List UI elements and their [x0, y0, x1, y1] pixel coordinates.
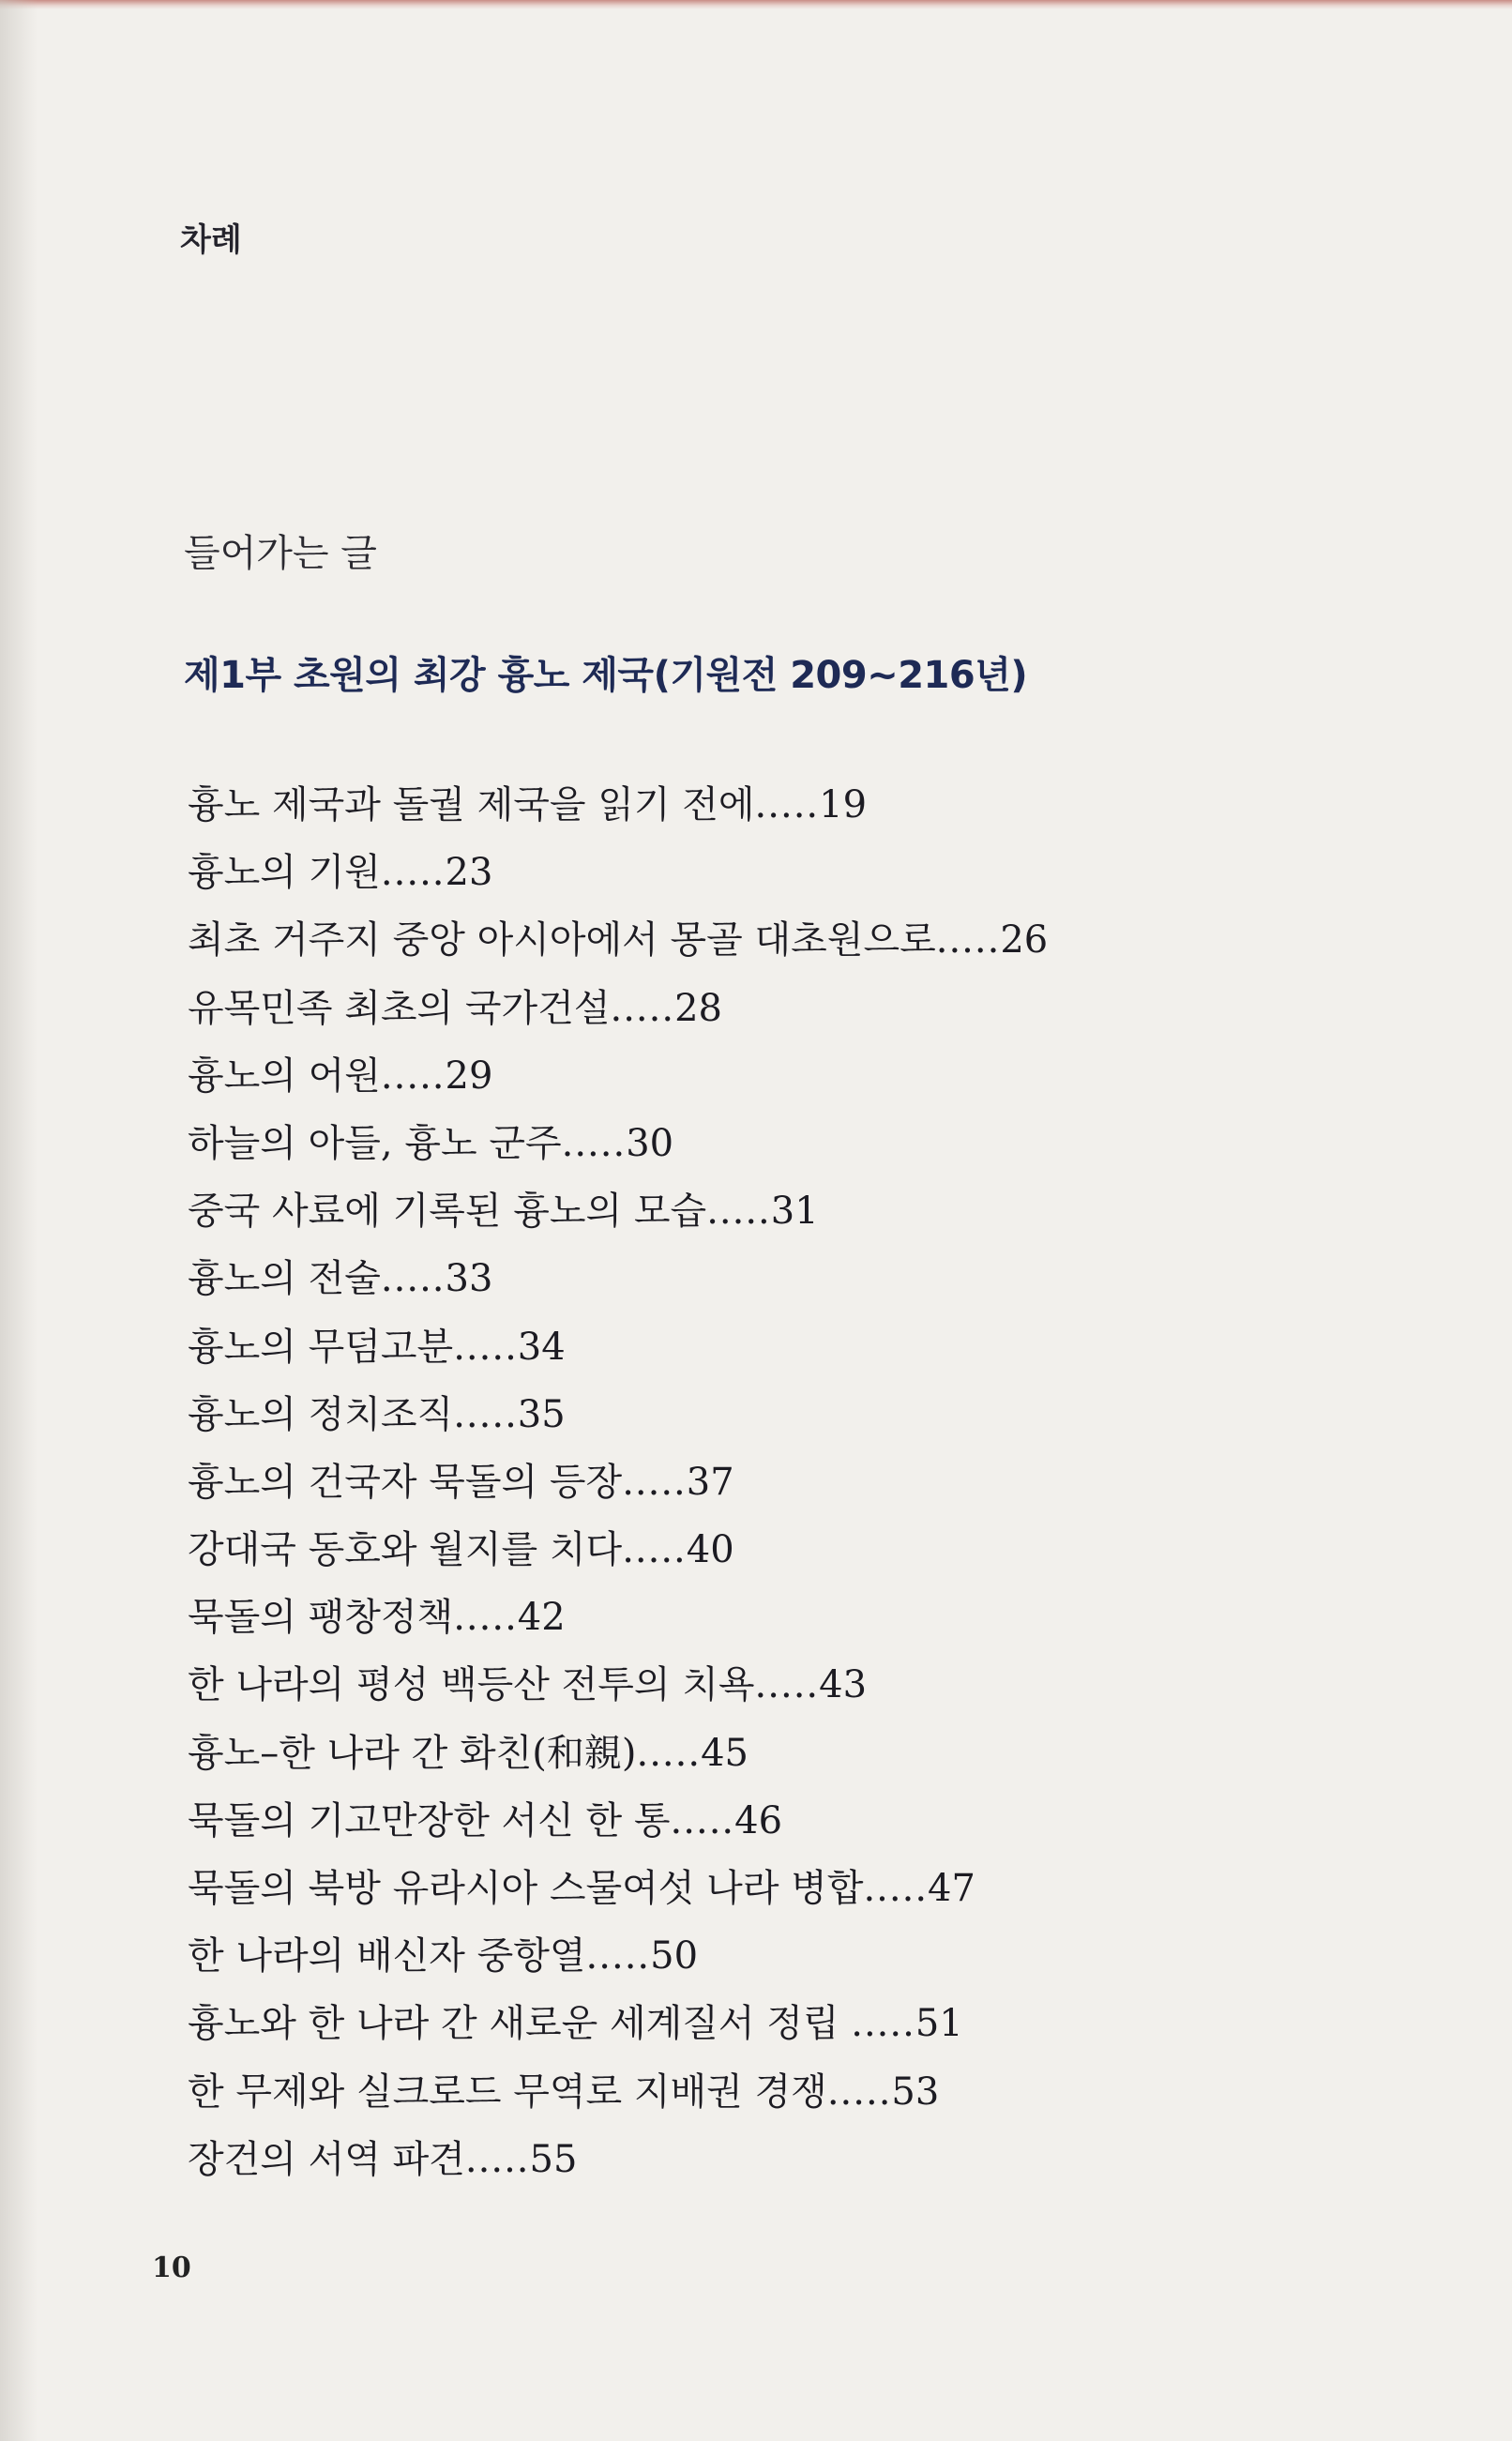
section-label: 차례 — [180, 221, 242, 259]
toc-entry — [188, 1855, 1048, 1922]
toc-entry — [188, 906, 1048, 974]
toc-entry-dots: ..... — [935, 918, 1001, 963]
toc-entry — [188, 1313, 1048, 1381]
toc-entry-title: 묵돌의 북방 유라시아 스물여섯 나라 병합 — [188, 1867, 864, 1910]
toc-entry — [188, 1177, 1048, 1245]
toc-entry-title: 흉노의 기원 — [188, 851, 381, 895]
toc-entry — [188, 1922, 1048, 1990]
toc-entry — [188, 1584, 1048, 1651]
toc-entry-page: 29 — [445, 1054, 493, 1098]
toc-entry-dots: ..... — [561, 1121, 627, 1165]
toc-entry-dots: ..... — [464, 2137, 530, 2181]
toc-entry-page: 51 — [915, 2002, 963, 2046]
toc-entry-page: 35 — [517, 1392, 566, 1436]
toc-entry — [188, 2058, 1048, 2126]
toc-entry-title: 흉노의 정치조직 — [188, 1392, 454, 1436]
toc-entry-page: 45 — [701, 1731, 748, 1775]
toc-entry — [188, 1787, 1048, 1855]
toc-entry-page: 26 — [1000, 918, 1049, 963]
toc-entry-dots: ..... — [453, 1596, 518, 1640]
toc-entry-title: 흉노와 한 나라 간 새로운 세계질서 정립 — [188, 2002, 852, 2046]
toc-entry-title: 흉노–한 나라 간 화친(和親) — [188, 1731, 637, 1775]
toc-entry-page: 53 — [891, 2070, 940, 2114]
toc-entry — [188, 1381, 1048, 1448]
toc-entry — [188, 771, 1048, 839]
toc-entry-dots: ..... — [453, 1392, 518, 1436]
toc-entry-page: 40 — [686, 1528, 734, 1572]
toc-entry — [188, 1042, 1048, 1110]
toc-entry-dots: ..... — [610, 986, 675, 1030]
toc-entry-dots: ..... — [826, 2070, 892, 2114]
toc-entry-page: 42 — [517, 1596, 566, 1640]
toc-entry-dots: ..... — [622, 1460, 687, 1504]
toc-entry-page: 23 — [445, 851, 493, 895]
toc-entry — [188, 975, 1048, 1042]
toc-entry-title: 흉노의 전술 — [188, 1257, 381, 1301]
toc-entry-dots: ..... — [622, 1528, 687, 1572]
toc-list — [188, 771, 1048, 2193]
toc-entry-page: 28 — [674, 986, 722, 1030]
toc-entry-dots: ..... — [706, 1190, 771, 1234]
toc-entry-page: 30 — [626, 1121, 674, 1165]
toc-entry-title: 흉노의 건국자 묵돌의 등장 — [188, 1460, 623, 1504]
toc-entry-page: 33 — [445, 1257, 493, 1301]
toc-entry-title: 한 나라의 평성 백등산 전투의 치욕 — [188, 1663, 755, 1707]
part-title: 제1부 초원의 최강 흉노 제국(기원전 209~216년) — [184, 654, 1028, 697]
toc-entry-title: 흉노의 무덤고분 — [188, 1325, 454, 1369]
toc-entry — [188, 1720, 1048, 1787]
toc-entry-page: 55 — [529, 2137, 578, 2181]
toc-entry-page: 19 — [819, 783, 868, 826]
toc-entry-dots: ..... — [585, 1934, 651, 1979]
toc-entry — [188, 1516, 1048, 1584]
toc-entry-dots: ..... — [380, 1257, 446, 1301]
toc-entry-page: 43 — [819, 1663, 868, 1707]
toc-entry-dots: ..... — [754, 783, 820, 826]
toc-entry-title: 흉노 제국과 돌궐 제국을 읽기 전에 — [188, 783, 755, 826]
toc-entry-dots: ..... — [670, 1798, 735, 1842]
toc-entry-dots: ..... — [754, 1663, 820, 1707]
toc-entry — [188, 1651, 1048, 1719]
toc-entry-title: 최초 거주지 중앙 아시아에서 몽골 대초원으로 — [188, 918, 936, 963]
toc-entry-title: 한 무제와 실크로드 무역로 지배권 경쟁 — [188, 2070, 827, 2114]
toc-entry-dots: ..... — [636, 1731, 702, 1775]
toc-entry-dots: ..... — [453, 1325, 518, 1369]
toc-entry-dots: ..... — [380, 1054, 446, 1098]
page-binding-shadow — [0, 0, 38, 2441]
toc-entry-page: 50 — [650, 1934, 699, 1979]
page-number: 10 — [152, 2251, 191, 2284]
toc-entry-dots: ..... — [863, 1867, 929, 1910]
toc-entry-title: 장건의 서역 파견 — [188, 2137, 465, 2181]
toc-entry — [188, 1448, 1048, 1516]
toc-entry-page: 37 — [686, 1460, 734, 1504]
toc-entry — [188, 1110, 1048, 1177]
toc-entry — [188, 1990, 1048, 2057]
toc-entry — [188, 2126, 1048, 2193]
toc-entry-title: 흉노의 어원 — [188, 1054, 381, 1098]
toc-entry-title: 묵돌의 팽창정책 — [188, 1596, 454, 1640]
toc-entry-dots: ..... — [851, 2002, 915, 2046]
toc-entry-dots: ..... — [380, 851, 446, 895]
toc-entry-page: 47 — [928, 1867, 975, 1910]
toc-entry-page: 46 — [734, 1798, 783, 1842]
toc-entry-page: 34 — [517, 1325, 566, 1369]
toc-entry-title: 묵돌의 기고만장한 서신 한 통 — [188, 1798, 671, 1842]
intro-heading: 들어가는 글 — [184, 532, 377, 575]
page-top-edge — [0, 0, 1512, 9]
toc-entry-title: 중국 사료에 기록된 흉노의 모습 — [188, 1190, 707, 1234]
toc-entry — [188, 839, 1048, 906]
toc-entry-title: 한 나라의 배신자 중항열 — [188, 1934, 586, 1979]
toc-entry-page: 31 — [770, 1190, 819, 1234]
toc-entry-title: 하늘의 아들, 흉노 군주 — [188, 1121, 562, 1165]
toc-entry-title: 강대국 동호와 월지를 치다 — [188, 1528, 623, 1572]
toc-entry-title: 유목민족 최초의 국가건설 — [188, 986, 611, 1030]
toc-entry — [188, 1245, 1048, 1312]
